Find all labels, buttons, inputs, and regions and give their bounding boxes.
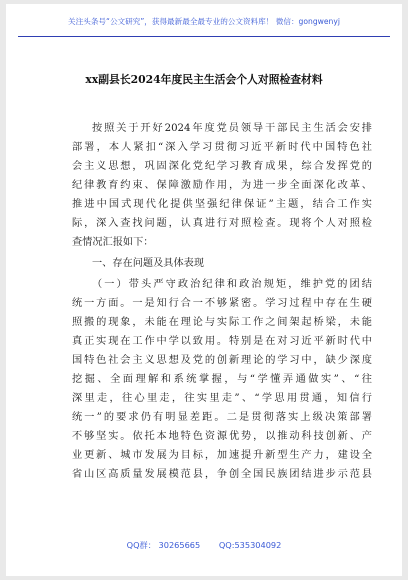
- subsection-line: 省山区高质量发展模范县，争创全国民族团结进步示范县: [72, 469, 372, 480]
- subsection-line: 不够坚实。依托本地特色资源优势，以推动科技创新、产: [72, 431, 372, 442]
- intro-line: 部署，本人紧扣“深入学习贯彻习近平新时代中国特色社: [72, 142, 372, 153]
- intro-line: 按照关于开好2024年度党员领导干部民主生活会安排: [92, 123, 372, 134]
- subsection-line: 真正实现在工作中学以致用。特别是在对习近平新时代中: [72, 336, 372, 347]
- footer-contact: [6, 540, 402, 551]
- intro-line: 推进中国式现代化提供坚强纪律保证”主题，结合工作实: [72, 199, 372, 210]
- subsection-line: 国特色社会主义思想及党的创新理论的学习中，缺少深度: [72, 355, 372, 366]
- intro-line: 查情况汇报如下：: [72, 237, 154, 248]
- intro-line: 会主义思想，巩固深化党纪学习教育成果，综合发挥党的: [72, 161, 372, 172]
- header-promo-text: 关注头条号“公文研究”，获得最新最全最专业的公文资料库！ 微信：gongwenyj: [68, 17, 340, 26]
- subsection-line: 统一”的要求仍有明显差距。二是贯彻落实上级决策部署: [72, 412, 372, 423]
- intro-line: 纪律教育约束、保障激励作用，为进一步全面深化改革、: [72, 180, 372, 191]
- subsection-line: 深里走，往心里走，往实里走”、“学思用贯通，知信行: [72, 393, 372, 404]
- subsection-line: 业更新、城市发展为目标，加速提升新型生产力，建设全: [72, 450, 372, 461]
- subsection-line: 挖掘、全面理解和系统掌握，与“学懂弄通做实”、“往: [72, 374, 372, 385]
- intro-line: 际，深入查找问题，认真进行对照检查。现将个人对照检: [72, 218, 372, 229]
- document-title: xx副县长2024年度民主生活会个人对照检查材料: [85, 73, 323, 86]
- header-divider: [18, 36, 390, 37]
- subsection-line: 照搬的现象，未能在理论与实际工作之间架起桥梁，未能: [72, 317, 372, 328]
- subsection-line: 统一方面。一是知行合一不够紧密。学习过程中存在生硬: [72, 298, 372, 309]
- section-heading: 一、存在问题及具体表现: [92, 258, 205, 269]
- document-page: [6, 4, 402, 576]
- footer-qq-number: QQ:535304092: [218, 540, 282, 550]
- subsection-line: （一）带头严守政治纪律和政治规矩，维护党的团结: [92, 279, 372, 290]
- footer-qq-group: QQ群： 30265665: [126, 540, 201, 550]
